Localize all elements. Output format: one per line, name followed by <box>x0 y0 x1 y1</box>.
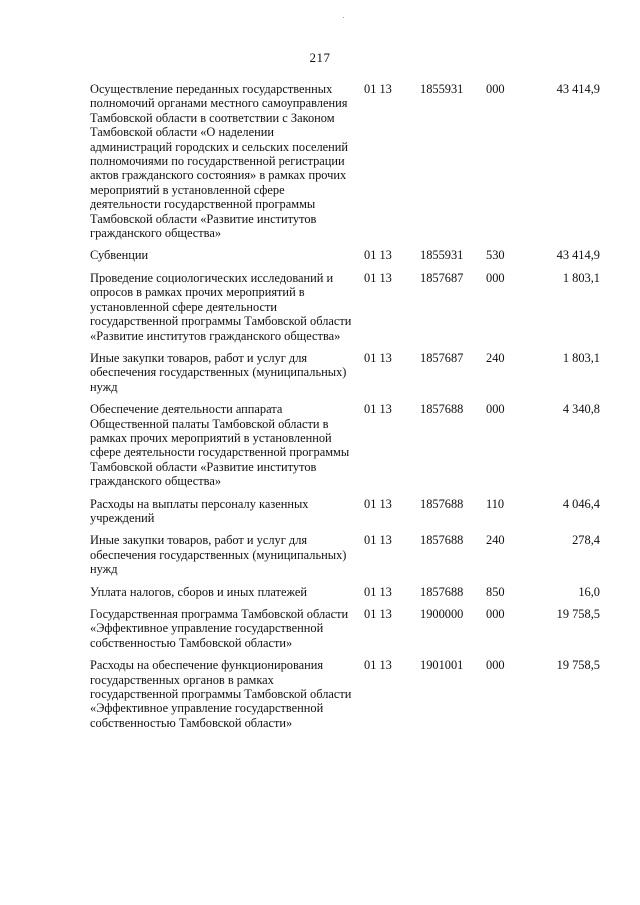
row-amount: 19 758,5 <box>556 607 600 621</box>
row-target-article: 1857687 <box>420 270 464 285</box>
row-target-article: 1857688 <box>420 533 464 548</box>
row-expense-type: 530 <box>486 248 505 263</box>
row-expense-type: 000 <box>486 402 505 417</box>
row-expense-type: 850 <box>486 584 505 599</box>
page-number: 217 <box>309 50 331 65</box>
row-expense-type: 110 <box>486 496 505 511</box>
row-section-code: 01 13 <box>364 82 392 96</box>
row-expense-type: 000 <box>486 658 505 673</box>
row-target-article: 1855931 <box>420 82 464 96</box>
row-target-article: 1857688 <box>420 584 464 599</box>
row-amount: 16,0 <box>578 584 600 599</box>
row-amount: 278,4 <box>572 533 600 548</box>
row-description: Иные закупки товаров, работ и услуг для обеспечения государственных (муниципальных) нужд <box>90 350 347 394</box>
table-row <box>90 658 600 738</box>
row-amount: 4 046,4 <box>562 496 600 511</box>
row-expense-type: 000 <box>486 82 505 96</box>
row-description: Проведение социологических исследований и опросов в рамках прочих мероприятий в установленной сфере деятельности государственной программы Тамбовской области «Развитие институтов гражданского общества» <box>90 270 352 343</box>
row-target-article: 1857688 <box>420 402 464 417</box>
row-description: Уплата налогов, сборов и иных платежей <box>90 584 308 599</box>
row-description: Субвенции <box>90 248 149 263</box>
row-description: Государственная программа Тамбовской области «Эффективное управление государственной собственностью Тамбовской области» <box>90 607 349 650</box>
row-expense-type: 240 <box>486 533 505 548</box>
row-section-code: 01 13 <box>364 350 392 365</box>
row-amount: 43 414,9 <box>556 82 600 96</box>
row-target-article: 1855931 <box>420 248 464 263</box>
row-amount: 19 758,5 <box>556 658 600 673</box>
table-row <box>90 585 600 607</box>
row-description: Обеспечение деятельности аппарата Общественной палаты Тамбовской области в рамках прочих мероприятий в установленной сфере деятельности государственной программы Тамбовской области «Развитие институтов гражданского общества» <box>90 402 350 489</box>
row-amount: 1 803,1 <box>562 270 600 285</box>
row-expense-type: 240 <box>486 350 505 365</box>
table-row <box>90 497 600 534</box>
row-description: Осуществление переданных государственных полномочий органами местного самоуправления Тамбовской области в соответствии с Законом Тамбовской области «О наделении администраций городских и сельских поселений полномочиями по государственной регистрации актов гражданского состояния» в рамках прочих мероприятий в установленной сфере деятельности государственной программы Тамбовской области «Развитие институтов гражданского общества» <box>90 82 349 241</box>
row-section-code: 01 13 <box>364 248 392 263</box>
row-amount: 1 803,1 <box>562 350 600 365</box>
row-amount: 4 340,8 <box>562 402 600 417</box>
scan-speck <box>343 17 344 18</box>
table-row <box>90 82 600 248</box>
row-section-code: 01 13 <box>364 607 392 621</box>
row-section-code: 01 13 <box>364 270 392 285</box>
table-row <box>90 607 600 658</box>
table-row <box>90 248 600 270</box>
row-description: Расходы на выплаты персоналу казенных учреждений <box>90 496 309 525</box>
row-section-code: 01 13 <box>364 584 392 599</box>
row-target-article: 1857688 <box>420 496 464 511</box>
table-row <box>90 351 600 402</box>
budget-table <box>90 82 600 738</box>
row-amount: 43 414,9 <box>556 248 600 263</box>
row-expense-type: 000 <box>486 607 505 621</box>
row-section-code: 01 13 <box>364 496 392 511</box>
row-description: Расходы на обеспечение функционирования государственных органов в рамках государственной программы Тамбовской области «Эффективное управление государственной собственностью Тамбовской области» <box>90 658 352 730</box>
row-target-article: 1900000 <box>420 607 464 621</box>
row-description: Иные закупки товаров, работ и услуг для обеспечения государственных (муниципальных) нужд <box>90 533 347 577</box>
table-row <box>90 271 600 351</box>
row-section-code: 01 13 <box>364 658 392 673</box>
row-expense-type: 000 <box>486 270 505 285</box>
table-row <box>90 533 600 584</box>
row-section-code: 01 13 <box>364 533 392 548</box>
table-row <box>90 402 600 496</box>
row-section-code: 01 13 <box>364 402 392 417</box>
row-target-article: 1901001 <box>420 658 464 673</box>
row-target-article: 1857687 <box>420 350 464 365</box>
